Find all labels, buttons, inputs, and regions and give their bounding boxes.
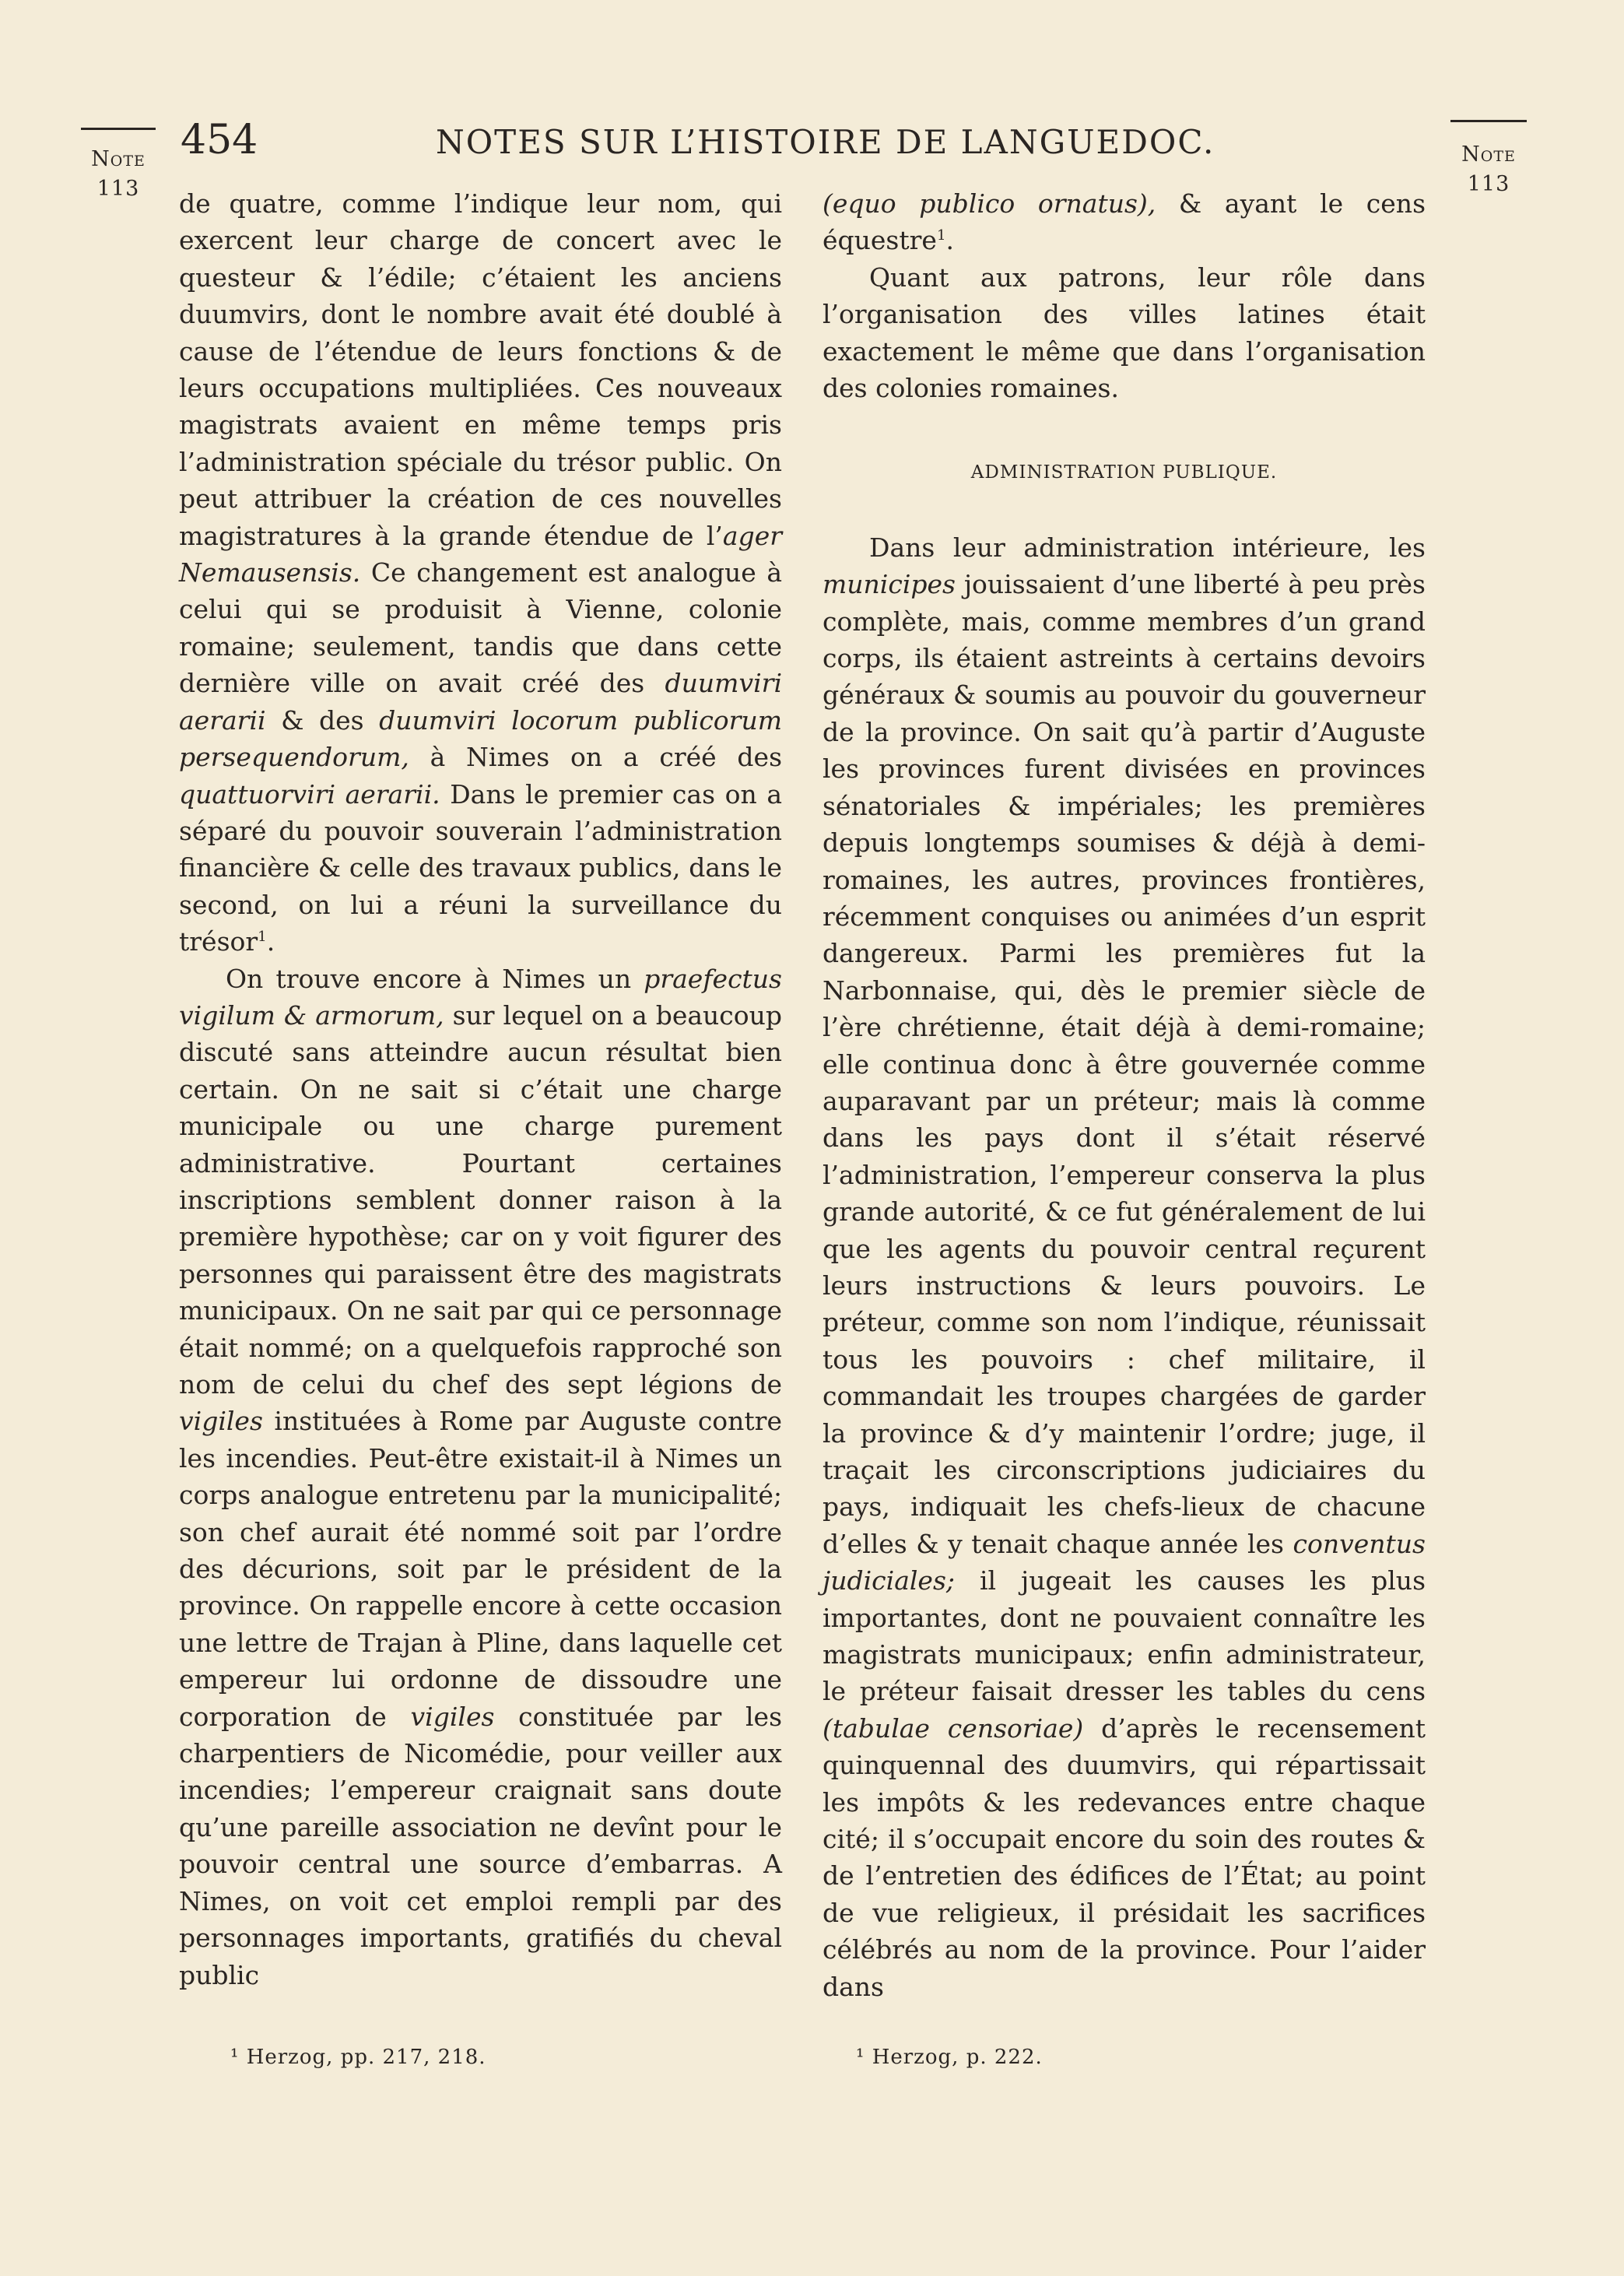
text-run: il jugeait les causes les plus importantes, dont ne pouvaient connaître les magistrats municipaux; enfin administrateur, le préteur faisait dresser les tables du cens — [823, 1565, 1426, 1707]
left-column — [179, 185, 782, 1993]
italic-run: duumviri aerarii — [179, 668, 782, 736]
italic-run: municipes — [823, 569, 956, 600]
text-run: constituée par les charpentiers de Nicomédie, pour veiller aux incendies; l’empereur craignait sans doute qu’une pareille association ne devînt pour le pouvoir central une source d’embarras. A Nimes, on voit cet emploi rempli par des personnages importants, gratifiés du cheval public — [179, 1701, 782, 1990]
left-note-label — [78, 145, 159, 204]
right-note-word: Note — [1461, 142, 1516, 167]
section-heading: ADMINISTRATION PUBLIQUE. — [970, 462, 1278, 483]
italic-run: (equo publico ornatus), — [823, 188, 1156, 219]
text-run: . — [945, 225, 954, 256]
left-paragraph-2 — [179, 961, 782, 1993]
text-run: . — [266, 926, 275, 957]
italic-run: duumviri locorum publicorum persequendorum, — [179, 704, 782, 773]
right-note-rule — [1450, 120, 1527, 122]
left-note-number: 113 — [96, 177, 140, 201]
text-run: jouissaient d’une liberté à peu près complète, mais, comme membres d’un grand corps, ils étaient astreints à certains devoirs généraux & soumis au pouvoir du gouverneur de la province. On sait qu’à partir d’Auguste les provinces furent divisées en provinces sénatoriales & impériales; les premières depuis longtemps soumises & déjà à demi-romaines, les autres, provinces frontières, récemment conquises ou animées d’un esprit dangereux. Parmi les premières fut la Narbonnaise, qui, dès le premier siècle de l’ère chrétienne, était déjà à demi-romaine; elle continua donc à être gouvernée comme auparavant par un préteur; mais là comme dans les pays dont il s’était réservé l’administration, l’empereur conserva la plus grande autorité, & ce fut généralement de lui que les agents du pouvoir central reçurent leurs instructions & leurs pouvoirs. Le préteur, comme son nom l’indique, réunissait tous les pouvoirs : chef militaire, il commandait les troupes chargées de garder la province & d’y maintenir l’ordre; juge, il traçait les circonscriptions judiciaires du pays, indiquait les chefs-lieux de chacune d’elles & y tenait chaque année les — [823, 569, 1426, 1559]
right-note-label — [1447, 140, 1530, 199]
text-run: & des — [265, 704, 380, 736]
text-run: de quatre, comme l’indique leur nom, qui exercent leur charge de concert avec le questeur & l’édile; c’étaient les anciens duumvirs, dont le nombre avait été doublé à cause de l’étendue de leurs fonctions & de leurs occupations multipliées. Ces nouveaux magistrats avaient en même temps pris l’administration spéciale du trésor public. On peut attribuer la création de ces nouvelles magistratures à la grande étendue de l’ — [179, 188, 782, 551]
italic-run: ager Nemausensis. — [179, 520, 782, 588]
page-number: 454 — [181, 117, 258, 163]
text-run: à Nimes on a créé des — [409, 742, 782, 773]
italic-run: (tabulae censoriae) — [823, 1712, 1084, 1744]
right-paragraph-3 — [823, 529, 1426, 2005]
footnote-ref: 1 — [258, 929, 267, 946]
italic-run: vigiles — [410, 1701, 495, 1732]
right-footnote: ¹ Herzog, p. 222. — [856, 2046, 1043, 2069]
left-footnote: ¹ Herzog, pp. 217, 218. — [230, 2046, 486, 2069]
running-title: NOTES SUR L’HISTOIRE DE LANGUEDOC. — [436, 123, 1215, 161]
text-run: Ce changement est analogue à celui qui se produisit à Vienne, colonie romaine; seulement, tandis que dans cette dernière ville on avait créé des — [179, 557, 782, 699]
text-run: Dans le premier cas on a séparé du pouvoir souverain l’administration financière & celle des travaux publics, dans le second, on lui a réuni la surveillance du trésor — [179, 778, 782, 957]
italic-run: vigiles — [179, 1406, 263, 1437]
right-paragraph-1 — [823, 185, 1426, 259]
italic-run: quattuorviri aerarii. — [179, 778, 440, 810]
text-run: sur lequel on a beaucoup discuté sans atteindre aucun résultat bien certain. On ne sait si c’était une charge municipale ou une charge purement administrative. Pourtant certaines inscriptions semblent donner raison à la première hypothèse; car on y voit figurer des personnes qui paraissent être des magistrats municipaux. On ne sait par qui ce personnage était nommé; on a quelquefois rapproché son nom de celui du chef des sept légions de — [179, 999, 783, 1400]
text-run: On trouve encore à Nimes un — [226, 963, 644, 994]
italic-run: praefectus vigilum & armorum, — [179, 963, 782, 1031]
text-run: d’après le recensement quinquennal des duumvirs, qui répartissait les impôts & les redevances entre chaque cité; il s’occupait encore du soin des routes & de l’entretien des édifices de l’État; au point de vue religieux, il présidait les sacrifices célébrés au nom de la province. Pour l’aider dans — [823, 1712, 1426, 2002]
right-column — [823, 185, 1426, 2005]
left-note-rule — [81, 128, 156, 130]
italic-run: conventus judiciales; — [823, 1528, 1426, 1596]
left-paragraph-1 — [179, 185, 782, 961]
right-paragraph-2: Quant aux patrons, leur rôle dans l’organisation des villes latines était exactement le même que dans l’organisation des colonies romaines. — [823, 262, 1426, 404]
right-note-number: 113 — [1467, 172, 1510, 196]
text-run: Dans leur administration intérieure, les — [869, 532, 1426, 563]
footnote-ref: 1 — [936, 227, 946, 244]
left-note-word: Note — [91, 147, 146, 171]
text-run: instituées à Rome par Auguste contre les incendies. Peut-être existait-il à Nimes un corps analogue entretenu par la municipalité; son chef aurait été nommé soit par l’ordre des décurions, soit par le président de la province. On rappelle encore à cette occasion une lettre de Trajan à Pline, dans laquelle cet empereur lui ordonne de dissoudre une corporation de — [179, 1406, 782, 1732]
text-run: & ayant le cens équestre — [823, 188, 1426, 256]
